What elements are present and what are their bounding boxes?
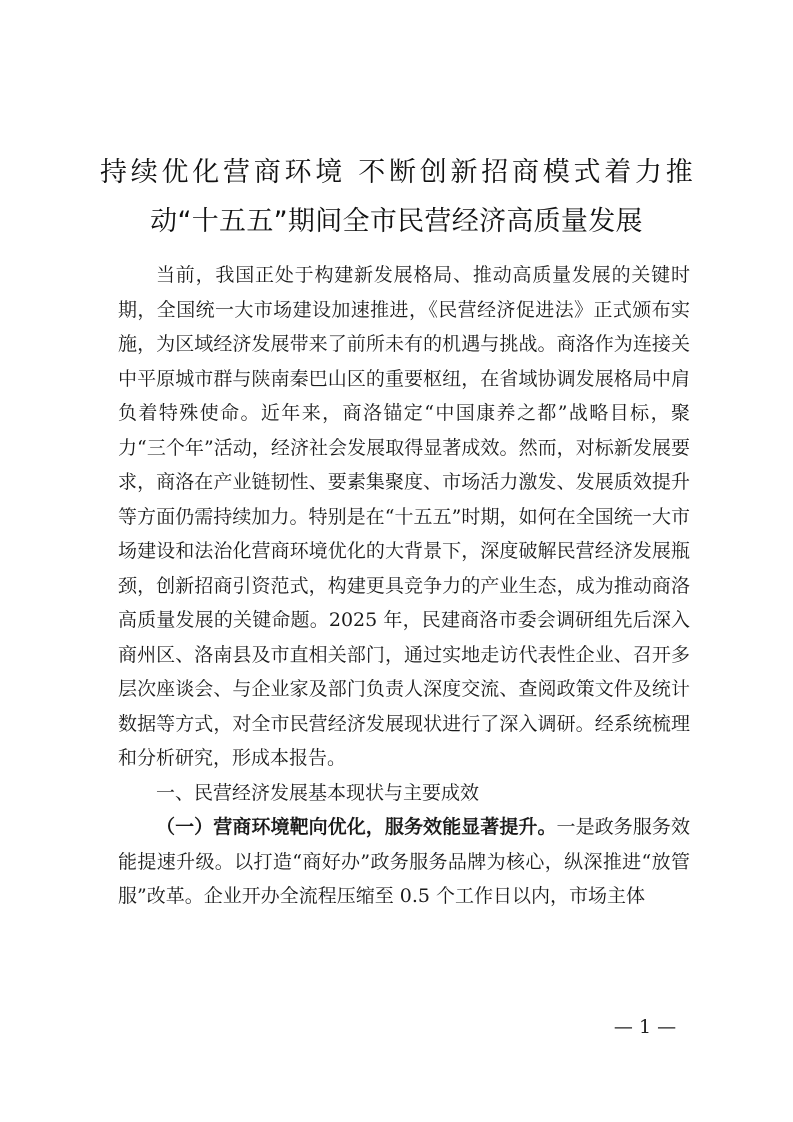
page-number: — 1 — — [613, 1016, 677, 1038]
subsection-text: 一是政务服务效能提速升级。以打造“商好办”政务服务品牌为核心，纵深推进“放管服”改革。企业开办全流程压缩至 0.5 个工作日以内，市场主体 — [118, 816, 690, 907]
intro-paragraph: 当前，我国正处于构建新发展格局、推动高质量发展的关键时期，全国统一大市场建设加速推进，《民营经济促进法》正式颁布实施，为区域经济发展带来了前所未有的机遇与挑战。商洛作为连接关中平原城市群与陕南秦巴山区的重要枢纽，在省域协调发展格局中肩负着特殊使命。近年来，商洛锚定“中国康养之都”战略目标，聚力“三个年”活动，经济社会发展取得显著成效。然而，对标新发展要求，商洛在产业链韧性、要素集聚度、市场活力激发、发展质效提升等方面仍需持续加力。特别是在“十五五”时期，如何在全国统一大市场建设和法治化营商环境优化的大背景下，深度破解民营经济发展瓶颈，创新招商引资范式，构建更具竞争力的产业生态，成为推动商洛高质量发展的关键命题。2025 年，民建商洛市委会调研组先后深入商州区、洛南县及市直相关部门，通过实地走访代表性企业、召开多层次座谈会、与企业家及部门负责人深度交流、查阅政策文件及统计数据等方式，对全市民营经济发展现状进行了深入调研。经系统梳理和分析研究，形成本报告。 — [118, 264, 690, 769]
document-body — [118, 258, 690, 914]
subsection-title: （一）营商环境靶向优化，服务效能显著提升。 — [156, 816, 557, 838]
section-heading: 一、民营经济发展基本现状与主要成效 — [156, 781, 480, 804]
subsection-paragraph — [118, 810, 690, 914]
document-title: 持续优化营商环境 不断创新招商模式着力推动“十五五”期间全市民营经济高质量发展 — [100, 157, 693, 237]
